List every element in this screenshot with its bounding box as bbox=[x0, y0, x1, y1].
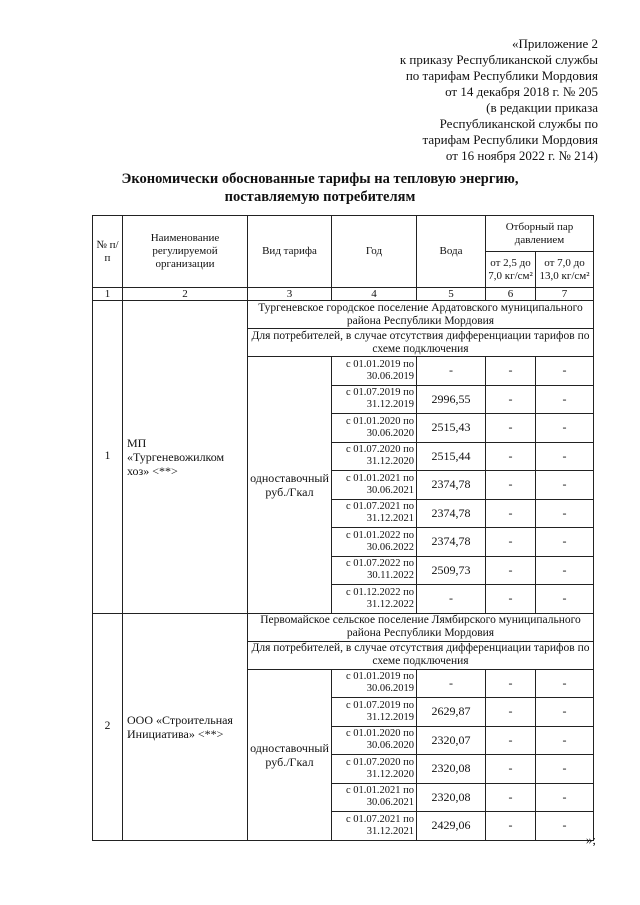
period-cell: с 01.07.2021 по 31.12.2021 bbox=[332, 812, 417, 841]
tariff-type: одноставочный руб./Гкал bbox=[248, 669, 332, 840]
steam2-value: - bbox=[536, 499, 594, 528]
header-line: тарифам Республики Мордовия bbox=[422, 132, 598, 147]
steam1-value: - bbox=[486, 385, 536, 414]
period-cell: с 01.07.2020 по 31.12.2020 bbox=[332, 755, 417, 784]
water-value: 2996,55 bbox=[417, 385, 486, 414]
col-year-header: Год bbox=[332, 216, 417, 288]
period-cell: с 01.01.2022 по 30.06.2022 bbox=[332, 528, 417, 557]
steam2-value: - bbox=[536, 669, 594, 698]
period-cell: с 01.01.2019 по 30.06.2019 bbox=[332, 357, 417, 386]
period-cell: с 01.01.2020 по 30.06.2020 bbox=[332, 414, 417, 443]
steam2-value: - bbox=[536, 471, 594, 500]
tariff-table bbox=[92, 215, 594, 841]
col-tariff-header: Вид тарифа bbox=[248, 216, 332, 288]
period-cell: с 01.07.2020 по 31.12.2020 bbox=[332, 442, 417, 471]
water-value: - bbox=[417, 585, 486, 614]
steam2-value: - bbox=[536, 556, 594, 585]
header-line: (в редакции приказа bbox=[486, 100, 598, 115]
water-value: 2374,78 bbox=[417, 471, 486, 500]
water-value: 2374,78 bbox=[417, 528, 486, 557]
steam1-value: - bbox=[486, 442, 536, 471]
water-value: 2320,07 bbox=[417, 726, 486, 755]
water-value: 2320,08 bbox=[417, 755, 486, 784]
period-cell: с 01.12.2022 по 31.12.2022 bbox=[332, 585, 417, 614]
steam2-value: - bbox=[536, 442, 594, 471]
appendix-header bbox=[318, 36, 598, 164]
steam1-value: - bbox=[486, 499, 536, 528]
column-number: 4 bbox=[332, 288, 417, 301]
consumers-label: Для потребителей, в случае отсутствия дифференциации тарифов по схеме подключения bbox=[248, 641, 594, 669]
org-area: Тургеневское городское поселение Ардатовского муниципального района Республики Мордовия bbox=[248, 301, 594, 329]
col-org-header: Наименование регулируемой организации bbox=[123, 216, 248, 288]
water-value: 2374,78 bbox=[417, 499, 486, 528]
steam1-value: - bbox=[486, 414, 536, 443]
water-value: 2515,43 bbox=[417, 414, 486, 443]
period-cell: с 01.01.2019 по 30.06.2019 bbox=[332, 669, 417, 698]
steam1-value: - bbox=[486, 669, 536, 698]
steam1-value: - bbox=[486, 528, 536, 557]
water-value: - bbox=[417, 357, 486, 386]
org-number: 2 bbox=[93, 613, 123, 840]
steam2-value: - bbox=[536, 755, 594, 784]
water-value: 2509,73 bbox=[417, 556, 486, 585]
column-number: 5 bbox=[417, 288, 486, 301]
steam1-value: - bbox=[486, 585, 536, 614]
water-value: 2429,06 bbox=[417, 812, 486, 841]
steam1-value: - bbox=[486, 755, 536, 784]
period-cell: с 01.01.2021 по 30.06.2021 bbox=[332, 471, 417, 500]
tariff-type: одноставочный руб./Гкал bbox=[248, 357, 332, 614]
water-value: 2629,87 bbox=[417, 698, 486, 727]
steam1-value: - bbox=[486, 726, 536, 755]
title-line: Экономически обоснованные тарифы на тепловую энергию, bbox=[121, 171, 519, 187]
header-line: от 14 декабря 2018 г. № 205 bbox=[445, 84, 598, 99]
steam2-value: - bbox=[536, 726, 594, 755]
column-number: 2 bbox=[123, 288, 248, 301]
steam1-value: - bbox=[486, 783, 536, 812]
steam2-value: - bbox=[536, 585, 594, 614]
col-steam2-header: от 7,0 до 13,0 кг/см² bbox=[536, 252, 594, 288]
steam2-value: - bbox=[536, 414, 594, 443]
closing-mark: »; bbox=[585, 832, 596, 847]
period-cell: с 01.01.2021 по 30.06.2021 bbox=[332, 783, 417, 812]
steam1-value: - bbox=[486, 471, 536, 500]
steam2-value: - bbox=[536, 385, 594, 414]
org-number: 1 bbox=[93, 301, 123, 614]
col-steam-header: Отборный пар давлением bbox=[486, 216, 594, 252]
period-cell: с 01.07.2021 по 31.12.2021 bbox=[332, 499, 417, 528]
column-numbers-row bbox=[93, 288, 594, 301]
water-value: 2515,44 bbox=[417, 442, 486, 471]
steam1-value: - bbox=[486, 357, 536, 386]
consumers-label: Для потребителей, в случае отсутствия дифференциации тарифов по схеме подключения bbox=[248, 329, 594, 357]
steam1-value: - bbox=[486, 698, 536, 727]
org-area-row bbox=[93, 301, 594, 329]
steam2-value: - bbox=[536, 812, 594, 841]
document-title bbox=[0, 170, 640, 206]
header-line: «Приложение 2 bbox=[511, 36, 598, 51]
period-cell: с 01.07.2022 по 30.11.2022 bbox=[332, 556, 417, 585]
column-number: 3 bbox=[248, 288, 332, 301]
header-line: от 16 ноября 2022 г. № 214) bbox=[445, 148, 598, 163]
steam2-value: - bbox=[536, 528, 594, 557]
header-line: к приказу Республиканской службы bbox=[399, 52, 598, 67]
steam1-value: - bbox=[486, 812, 536, 841]
org-area-row bbox=[93, 613, 594, 641]
steam1-value: - bbox=[486, 556, 536, 585]
header-line: Республиканской службы по bbox=[439, 116, 598, 131]
header-line: по тарифам Республики Мордовия bbox=[405, 68, 598, 83]
steam2-value: - bbox=[536, 357, 594, 386]
org-area: Первомайское сельское поселение Лямбирского муниципального района Республики Мордовия bbox=[248, 613, 594, 641]
period-cell: с 01.01.2020 по 30.06.2020 bbox=[332, 726, 417, 755]
column-number: 7 bbox=[536, 288, 594, 301]
water-value: - bbox=[417, 669, 486, 698]
col-num-header: № п/п bbox=[93, 216, 123, 288]
org-name: ООО «Строительная Инициатива» <**> bbox=[123, 613, 248, 840]
period-cell: с 01.07.2019 по 31.12.2019 bbox=[332, 385, 417, 414]
col-water-header: Вода bbox=[417, 216, 486, 288]
water-value: 2320,08 bbox=[417, 783, 486, 812]
period-cell: с 01.07.2019 по 31.12.2019 bbox=[332, 698, 417, 727]
steam2-value: - bbox=[536, 698, 594, 727]
title-line: поставляемую потребителям bbox=[224, 189, 416, 205]
steam2-value: - bbox=[536, 783, 594, 812]
org-name: МП «Тургеневожилком хоз» <**> bbox=[123, 301, 248, 614]
column-number: 6 bbox=[486, 288, 536, 301]
col-steam1-header: от 2,5 до 7,0 кг/см² bbox=[486, 252, 536, 288]
column-number: 1 bbox=[93, 288, 123, 301]
